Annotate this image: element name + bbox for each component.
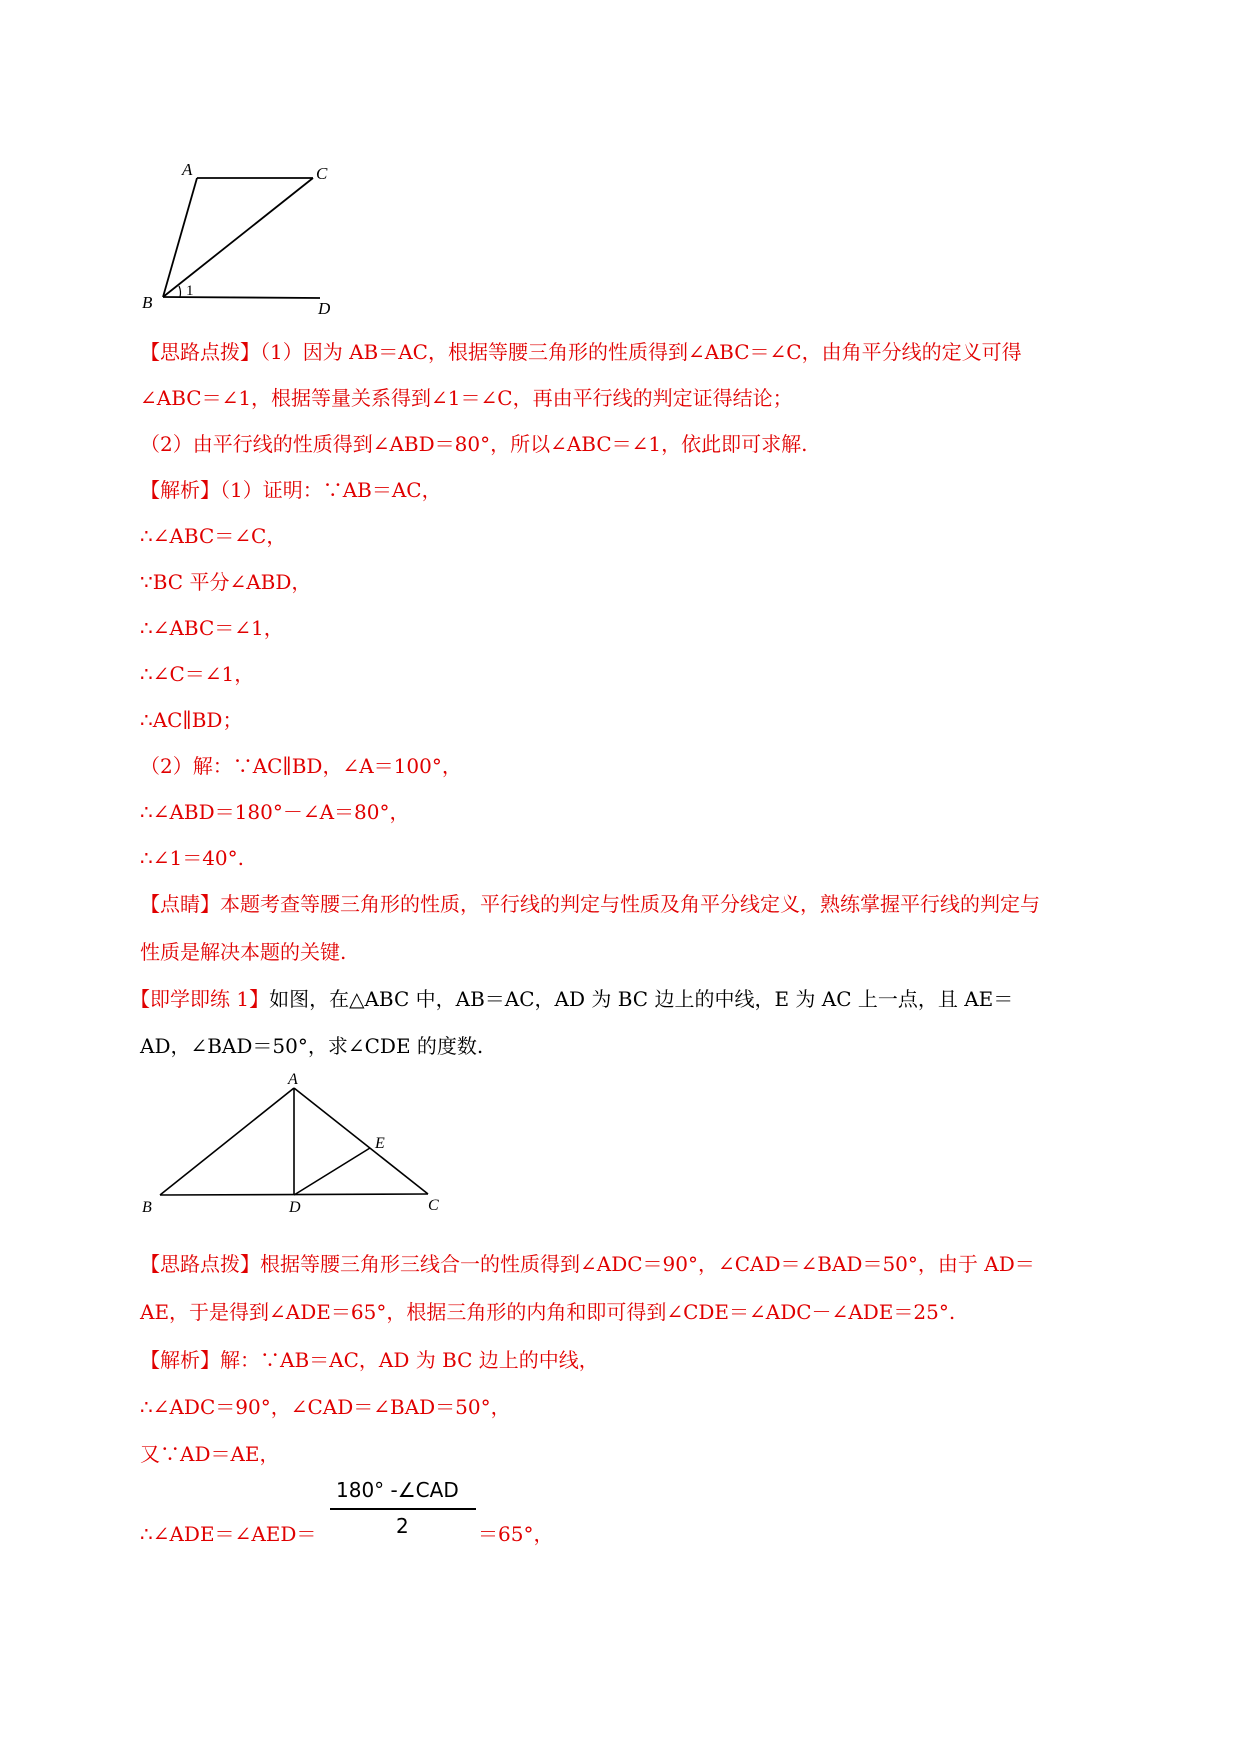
segment-bc bbox=[163, 178, 313, 297]
label-d: D bbox=[318, 299, 331, 315]
label-angle-1: 1 bbox=[186, 283, 194, 299]
text-line-12: ∴∠1＝40°. bbox=[140, 846, 245, 870]
text-line-9: ∴AC∥BD； bbox=[140, 708, 243, 732]
text-line-5: ∴∠ABC＝∠C， bbox=[140, 524, 287, 548]
label-c: C bbox=[316, 164, 328, 183]
segment-ab bbox=[163, 178, 197, 297]
segment-ac-2 bbox=[294, 1088, 428, 1194]
text-line-1: 【思路点拨】（1）因为 AB＝AC，根据等腰三角形的性质得到∠ABC＝∠C，由角平分线的定义可得 bbox=[140, 340, 1022, 364]
label-d-2: D bbox=[289, 1199, 301, 1216]
fraction-bar bbox=[330, 1508, 476, 1510]
text-line-22b: ＝65°， bbox=[478, 1522, 554, 1546]
figure1-svg bbox=[130, 155, 350, 315]
text-line-11: ∴∠ABD＝180°－∠A＝80°， bbox=[140, 800, 410, 824]
text-line-6: ∵BC 平分∠ABD， bbox=[140, 570, 312, 594]
text-line-20: ∴∠ADC＝90°，∠CAD＝∠BAD＝50°， bbox=[140, 1395, 511, 1419]
text-line-13: 【点睛】本题考查等腰三角形的性质，平行线的判定与性质及角平分线定义，熟练掌握平行线的判定与 bbox=[140, 892, 1040, 916]
segment-de bbox=[294, 1148, 370, 1195]
exercise-question-line-2: AD，∠BAD＝50°，求∠CDE 的度数. bbox=[140, 1034, 484, 1058]
text-line-22a: ∴∠ADE＝∠AED＝ bbox=[140, 1522, 317, 1546]
figure2-svg bbox=[130, 1070, 460, 1220]
text-line-4: 【解析】（1）证明：∵AB＝AC， bbox=[140, 478, 442, 502]
label-b: B bbox=[142, 293, 153, 312]
label-a-2: A bbox=[288, 1071, 298, 1088]
text-line-18: AE，于是得到∠ADE＝65°，根据三角形的内角和即可得到∠CDE＝∠ADC－∠ADE＝25°. bbox=[140, 1300, 956, 1324]
text-line-19: 【解析】解：∵AB＝AC，AD 为 BC 边上的中线， bbox=[140, 1348, 599, 1372]
text-line-8: ∴∠C＝∠1， bbox=[140, 662, 255, 686]
label-a: A bbox=[182, 160, 193, 179]
text-line-7: ∴∠ABC＝∠1， bbox=[140, 616, 284, 640]
fraction-numerator: 180° -∠CAD bbox=[336, 1478, 459, 1502]
label-c-2: C bbox=[428, 1197, 439, 1214]
angle-arc bbox=[179, 286, 180, 297]
text-line-14: 性质是解决本题的关键. bbox=[140, 940, 347, 964]
text-line-3: （2）由平行线的性质得到∠ABD＝80°，所以∠ABC＝∠1，依此即可求解. bbox=[140, 432, 808, 456]
text-line-21: 又∵AD＝AE， bbox=[140, 1442, 280, 1466]
label-b-2: B bbox=[142, 1199, 152, 1216]
figure-parallel-lines bbox=[130, 155, 350, 315]
exercise-tag: 【即学即练 1】 bbox=[130, 987, 270, 1011]
figure-isosceles-triangle bbox=[130, 1070, 460, 1220]
label-e-2: E bbox=[375, 1135, 385, 1152]
fraction-denominator: 2 bbox=[396, 1514, 409, 1538]
fraction bbox=[330, 1478, 476, 1548]
text-line-10: （2）解：∵AC∥BD，∠A＝100°， bbox=[140, 754, 462, 778]
exercise-line bbox=[130, 985, 1013, 1013]
exercise-question: 如图，在△ABC 中，AB＝AC，AD 为 BC 边上的中线，E 为 AC 上一点，且 AE＝ bbox=[269, 987, 1014, 1011]
text-line-2: ∠ABC＝∠1，根据等量关系得到∠1＝∠C，再由平行线的判定证得结论； bbox=[140, 386, 793, 410]
segment-ab-2 bbox=[160, 1088, 294, 1195]
text-line-17: 【思路点拨】根据等腰三角形三线合一的性质得到∠ADC＝90°，∠CAD＝∠BAD＝50°，由于 AD＝ bbox=[140, 1252, 1035, 1276]
